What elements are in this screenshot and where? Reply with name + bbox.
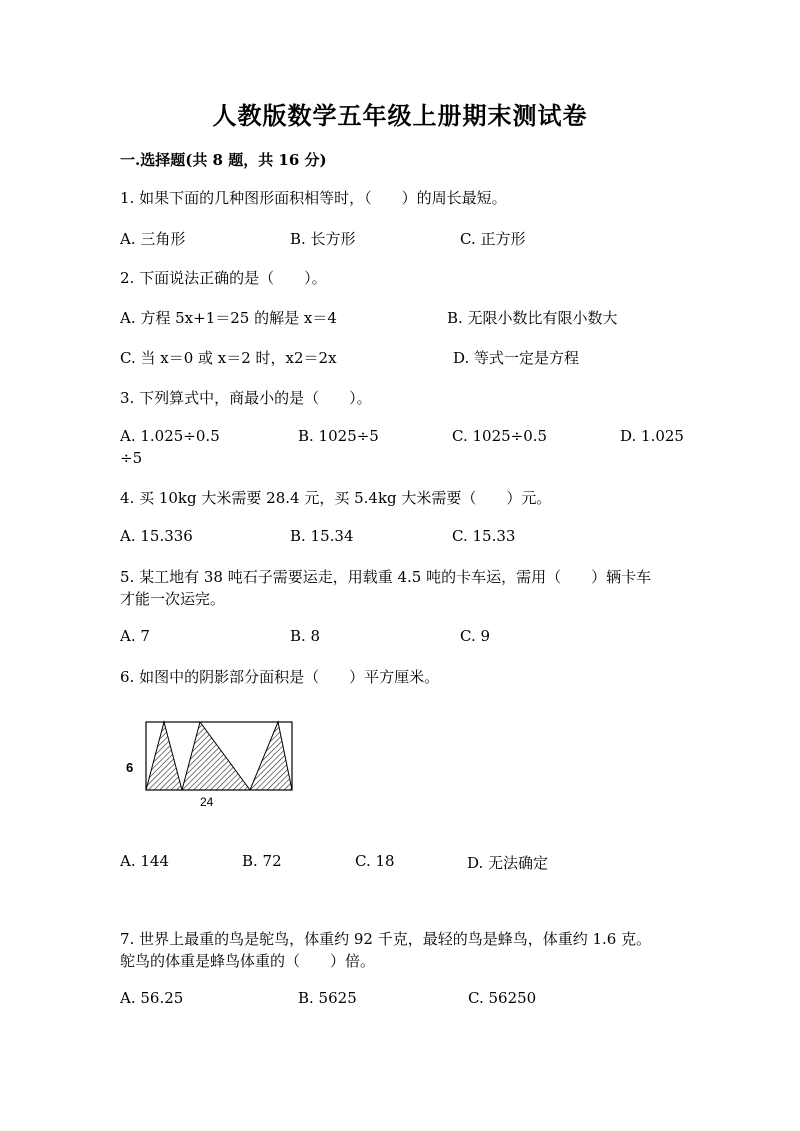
figure-height-label: 6 bbox=[126, 760, 134, 775]
question-5-option-b: B. 8 bbox=[290, 627, 321, 645]
question-3-option-d-continued: ÷5 bbox=[120, 449, 143, 467]
shaded-triangle-1 bbox=[146, 722, 182, 790]
question-4-option-b: B. 15.34 bbox=[290, 527, 354, 545]
question-6-stem: 6. 如图中的阴影部分面积是（ ）平方厘米。 bbox=[120, 668, 440, 686]
question-1-stem: 1. 如果下面的几种图形面积相等时，（ ）的周长最短。 bbox=[120, 189, 507, 207]
question-5-option-a: A. 7 bbox=[120, 627, 150, 645]
question-2-option-a: A. 方程 5x+1＝25 的解是 x＝4 bbox=[120, 309, 337, 327]
question-1-option-b: B. 长方形 bbox=[290, 230, 356, 248]
question-5-option-c: C. 9 bbox=[460, 627, 491, 645]
question-1-option-c: C. 正方形 bbox=[460, 230, 526, 248]
question-6-option-a: A. 144 bbox=[120, 852, 169, 870]
question-4-stem: 4. 买 10kg 大米需要 28.4 元，买 5.4kg 大米需要（ ）元。 bbox=[120, 489, 552, 507]
shaded-triangle-3 bbox=[250, 722, 292, 790]
question-3-option-d: D. 1.025 bbox=[620, 427, 684, 445]
page-title: 人教版数学五年级上册期末测试卷 bbox=[212, 101, 588, 130]
question-4-option-a: A. 15.336 bbox=[120, 527, 193, 545]
shaded-triangles-figure bbox=[120, 716, 300, 816]
question-2-option-d: D. 等式一定是方程 bbox=[453, 349, 580, 367]
question-4-option-c: C. 15.33 bbox=[452, 527, 516, 545]
figure-svg bbox=[120, 716, 300, 816]
question-3-stem: 3. 下列算式中，商最小的是（ ）。 bbox=[120, 389, 372, 407]
question-7-stem-line1: 7. 世界上最重的鸟是鸵鸟，体重约 92 千克，最轻的鸟是蜂鸟，体重约 1.6 克。 bbox=[120, 930, 652, 948]
question-7-option-a: A. 56.25 bbox=[120, 989, 184, 1007]
question-7-stem-line2: 鸵鸟的体重是蜂鸟体重的（ ）倍。 bbox=[120, 952, 376, 970]
question-3-option-b: B. 1025÷5 bbox=[298, 427, 379, 445]
question-3-option-a: A. 1.025÷0.5 bbox=[120, 427, 220, 445]
question-2-option-c: C. 当 x＝0 或 x＝2 时，x2＝2x bbox=[120, 349, 337, 367]
question-2-option-b: B. 无限小数比有限小数大 bbox=[447, 309, 618, 327]
question-6-option-c: C. 18 bbox=[355, 852, 395, 870]
question-5-stem-line2: 才能一次运完。 bbox=[120, 590, 226, 608]
figure-width-label: 24 bbox=[200, 795, 214, 809]
question-5-stem-line1: 5. 某工地有 38 吨石子需要运走，用载重 4.5 吨的卡车运，需用（ ）辆卡车 bbox=[120, 568, 652, 586]
question-7-option-c: C. 56250 bbox=[468, 989, 537, 1007]
question-2-stem: 2. 下面说法正确的是（ ）。 bbox=[120, 269, 327, 287]
question-6-option-b: B. 72 bbox=[242, 852, 282, 870]
question-3-option-c: C. 1025÷0.5 bbox=[452, 427, 548, 445]
question-7-option-b: B. 5625 bbox=[298, 989, 357, 1007]
question-1-option-a: A. 三角形 bbox=[120, 230, 186, 248]
question-6-option-d: D. 无法确定 bbox=[467, 854, 549, 872]
section-heading: 一.选择题(共 8 题，共 16 分) bbox=[120, 151, 327, 169]
shaded-triangle-2 bbox=[182, 722, 250, 790]
